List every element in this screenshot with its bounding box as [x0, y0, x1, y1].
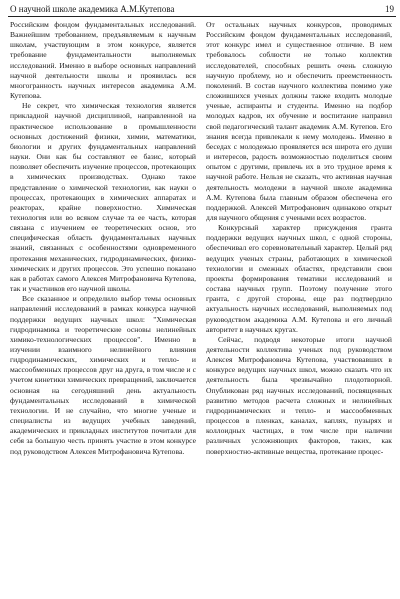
paragraph: Конкурсный характер присуждения гранта поддержки ведущих научных школ, с одной стороны, обеспечивал его соревновательный характер. Целый ряд ведущих ученых страны, работающих в химической технологии и смежных областях, представили свои проекты формирования тематики исследований и состава научных групп. Поэтому получение этого гранта, с другой стороны, еще раз подтвердило актуальность научных исследований, выполняемых под руководством академика А.М. Кутепова и его личный авторитет в научных кругах.	[206, 223, 392, 334]
paragraph: Не секрет, что химическая технология является прикладной научной дисциплиной, направленной на практическое использование в промышленности основных достижений физики, химии, математики, биологии и других фундаментальных направлений науки. Они как бы составляют ее базис, который позволяет обеспечить изучение процессов, протекающих в химических производствах. Однако такое представление о химической технологии, как науки о процессах, протекающих в химических аппаратах и реакторах, крайне поверхностно. Химическая технология или во всяком случае та ее часть, которая связана с изучением ее теоретических основ, это специфическая область фундаментальных научных знаний, связанных с особенностями одновременного протекания механических, гидродинамических, физико-химических и других процессов. Это успешно показано как в работах самого Алексея Митрофановича Кутепова, так и участников его научной школы.	[10, 101, 196, 294]
paragraph: Российским фондом фундаментальных исследований. Важнейшим требованием, предъявляемым к научным школам, участвующим в этом конкурсе, является требование фундаментальности выполняемых исследований. Именно в выборе основных направлений научной деятельности школы и проявилась вся многогранность научных интересов академика А.М. Кутепова.	[10, 20, 196, 101]
right-column	[206, 20, 392, 596]
paragraph: Сейчас, подводя некоторые итоги научной деятельности коллектива ученых под руководством Алексея Митрофановича Кутепова, участвовавших в конкурсе ведущих научных школ, можно сказать что их деятельность была чрезвычайно плодотворной. Опубликован ряд научных исследований, посвященных развитию методов расчета сложных и нелинейных гидродинамических и тепло- и массообменных процессов в пленках, каналах, каплях, пузырях и коллоидных частицах, в том числе при наличии различных усложняющих факторов, таких, как поверхностно-активные вещества, протекание процес-	[206, 334, 392, 456]
running-header	[10, 2, 394, 16]
running-title: О научной школе академика А.М.Кутепова	[10, 4, 175, 14]
left-column	[10, 20, 196, 596]
paragraph: От остальных научных конкурсов, проводимых Российским фондом фундаментальных исследований, этот конкурс имел и существенное отличие. В нем требовалось соблюсти не только коллектив исследователей, способных решить очень сложную научную проблему, но и обеспечить преемственность поколений. В состав научного коллектива помимо уже сложившихся ученых должны также входить молодые ученые, аспиранты и студенты. Именно на подбор молодых кадров, их обучение и воспитание направил свой педагогический талант академик А.М. Кутепов. Его знания всегда привлекали к нему молодежь. Именно в беседах с молодежью проявляется вся широта его души и интересов, радость возможностью поделиться своим опытом с другими, привлечь их в это трудное время к научной работе. Нельзя не сказать, что активная научная деятельность молодежи в научной школе академика А.М. Кутепова была главным образом обеспечена его поддержкой. Алексей Митрофанович одинаково открыт для научного общения с учеными всех возрастов.	[206, 20, 392, 222]
header-rule	[8, 16, 396, 17]
paragraph: Все сказанное и определило выбор темы основных направлений исследований в рамках конкурса научной поддержки ведущих научных школ: "Химическая гидродинамика и теоретические основы нелинейных химико-технологических процессов". Именно в изучении взаимного нелинейного влияния гидродинамических, химических и тепло- и массообменных процессов друг на друга, в том числе и с учетом кинетики химических превращений, заключается основная на сегодняшний день актуальность фундаментальных исследований в химической технологии. И не случайно, что многие ученые и специалисты из ведущих учебных заведений, академических и прикладных институтов почитали для себя за большую честь принять участие в этом конкурсе под руководством Алексея Митрофановича Кутепова.	[10, 294, 196, 456]
page-number: 19	[385, 4, 394, 14]
